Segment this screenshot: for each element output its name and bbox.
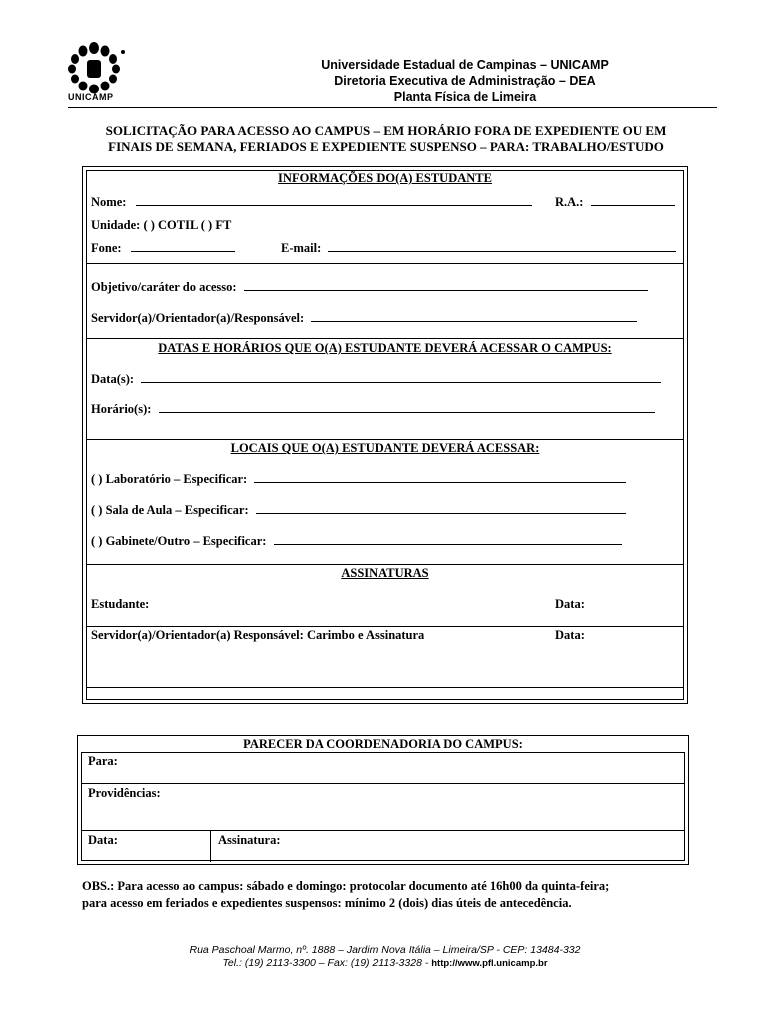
divider xyxy=(86,626,684,627)
horarios-line[interactable] xyxy=(159,402,655,413)
header-divider xyxy=(68,107,717,108)
footer-address: Rua Paschoal Marmo, nº. 1888 – Jardim Nova Itália – Limeira/SP - CEP: 13484-332 xyxy=(189,944,581,956)
parecer-form xyxy=(77,735,689,865)
divider xyxy=(86,263,684,264)
email-label: E-mail: xyxy=(281,241,322,255)
objetivo-line[interactable] xyxy=(244,280,648,291)
sala-line[interactable] xyxy=(256,503,626,514)
footer xyxy=(100,944,670,970)
divider xyxy=(81,783,685,784)
servidor-field[interactable] xyxy=(91,311,637,326)
horarios-field[interactable] xyxy=(91,402,655,417)
servidor-signature-label[interactable]: Servidor(a)/Orientador(a) Responsável: Carimbo e Assinatura xyxy=(91,628,425,642)
estudante-signature-label[interactable]: Estudante: xyxy=(91,597,150,611)
servidor-line[interactable] xyxy=(311,311,637,322)
parecer-signature-field[interactable]: Assinatura: xyxy=(218,833,281,847)
form-title xyxy=(70,123,702,155)
providencias-field[interactable]: Providências: xyxy=(88,786,161,800)
directorate-name: Diretoria Executiva de Administração – DEA xyxy=(334,74,596,88)
nome-label: Nome: xyxy=(91,195,127,209)
lab-label: ( ) Laboratório – Especificar: xyxy=(91,472,248,486)
divider xyxy=(86,439,684,440)
form-title-line-2: FINAIS DE SEMANA, FERIADOS E EXPEDIENTE SUSPENSO – PARA: TRABALHO/ESTUDO xyxy=(108,139,664,154)
ra-line[interactable] xyxy=(591,195,675,206)
fone-line[interactable] xyxy=(131,241,235,252)
divider xyxy=(86,338,684,339)
fone-field[interactable] xyxy=(91,241,235,256)
divider xyxy=(81,830,685,831)
para-field[interactable]: Para: xyxy=(88,754,118,768)
sala-field[interactable] xyxy=(91,503,626,518)
student-info-heading: INFORMAÇÕES DO(A) ESTUDANTE xyxy=(278,171,492,185)
sala-label: ( ) Sala de Aula – Especificar: xyxy=(91,503,249,517)
datas-line[interactable] xyxy=(141,372,661,383)
header-block xyxy=(180,57,750,105)
gabinete-label: ( ) Gabinete/Outro – Especificar: xyxy=(91,534,267,548)
unicamp-emblem-icon xyxy=(60,40,140,96)
objetivo-label: Objetivo/caráter do acesso: xyxy=(91,280,237,294)
email-field[interactable] xyxy=(281,241,676,256)
gabinete-line[interactable] xyxy=(274,534,622,545)
lab-line[interactable] xyxy=(254,472,626,483)
divider xyxy=(86,687,684,688)
logo-text: UNICAMP xyxy=(68,92,114,102)
email-line[interactable] xyxy=(328,241,676,252)
parecer-heading: PARECER DA COORDENADORIA DO CAMPUS: xyxy=(243,737,523,751)
fone-label: Fone: xyxy=(91,241,122,255)
footer-phone: Tel.: (19) 2113-3300 – Fax: (19) 2113-3328 - xyxy=(222,957,432,969)
datas-field[interactable] xyxy=(91,372,661,387)
nome-field[interactable] xyxy=(91,195,532,210)
form-title-line-1: SOLICITAÇÃO PARA ACESSO AO CAMPUS – EM HORÁRIO FORA DE EXPEDIENTE OU EM xyxy=(105,123,667,138)
datas-label: Data(s): xyxy=(91,372,135,386)
ra-field[interactable] xyxy=(555,195,675,210)
servidor-label: Servidor(a)/Orientador(a)/Responsável: xyxy=(91,311,305,325)
observations-line-1: OBS.: Para acesso ao campus: sábado e domingo: protocolar documento até 16h00 da quinta-feira; xyxy=(82,879,610,893)
observations-line-2: para acesso em feriados e expedientes suspensos: mínimo 2 (dois) dias úteis de antecedência. xyxy=(82,896,572,910)
estudante-date-label[interactable]: Data: xyxy=(555,597,585,611)
dates-heading: DATAS E HORÁRIOS QUE O(A) ESTUDANTE DEVERÁ ACESSAR O CAMPUS: xyxy=(158,341,612,355)
nome-line[interactable] xyxy=(136,195,532,206)
unidade-field[interactable]: Unidade: ( ) COTIL ( ) FT xyxy=(91,218,232,232)
servidor-date-label[interactable]: Data: xyxy=(555,628,585,642)
footer-contact xyxy=(100,957,670,970)
horarios-label: Horário(s): xyxy=(91,402,152,416)
lab-field[interactable] xyxy=(91,472,626,487)
university-name: Universidade Estadual de Campinas – UNICAMP xyxy=(321,58,609,72)
parecer-date-field[interactable]: Data: xyxy=(88,833,118,847)
footer-url-link[interactable]: http://www.pfl.unicamp.br xyxy=(431,958,548,969)
signatures-heading: ASSINATURAS xyxy=(341,566,429,580)
gabinete-field[interactable] xyxy=(91,534,622,549)
request-form xyxy=(82,166,688,704)
parecer-inner-border xyxy=(81,752,685,861)
locations-heading: LOCAIS QUE O(A) ESTUDANTE DEVERÁ ACESSAR: xyxy=(230,441,540,455)
campus-name: Planta Física de Limeira xyxy=(393,90,537,104)
objetivo-field[interactable] xyxy=(91,280,648,295)
observations xyxy=(82,878,702,912)
divider xyxy=(210,830,211,862)
divider xyxy=(86,564,684,565)
ra-label: R.A.: xyxy=(555,195,584,209)
